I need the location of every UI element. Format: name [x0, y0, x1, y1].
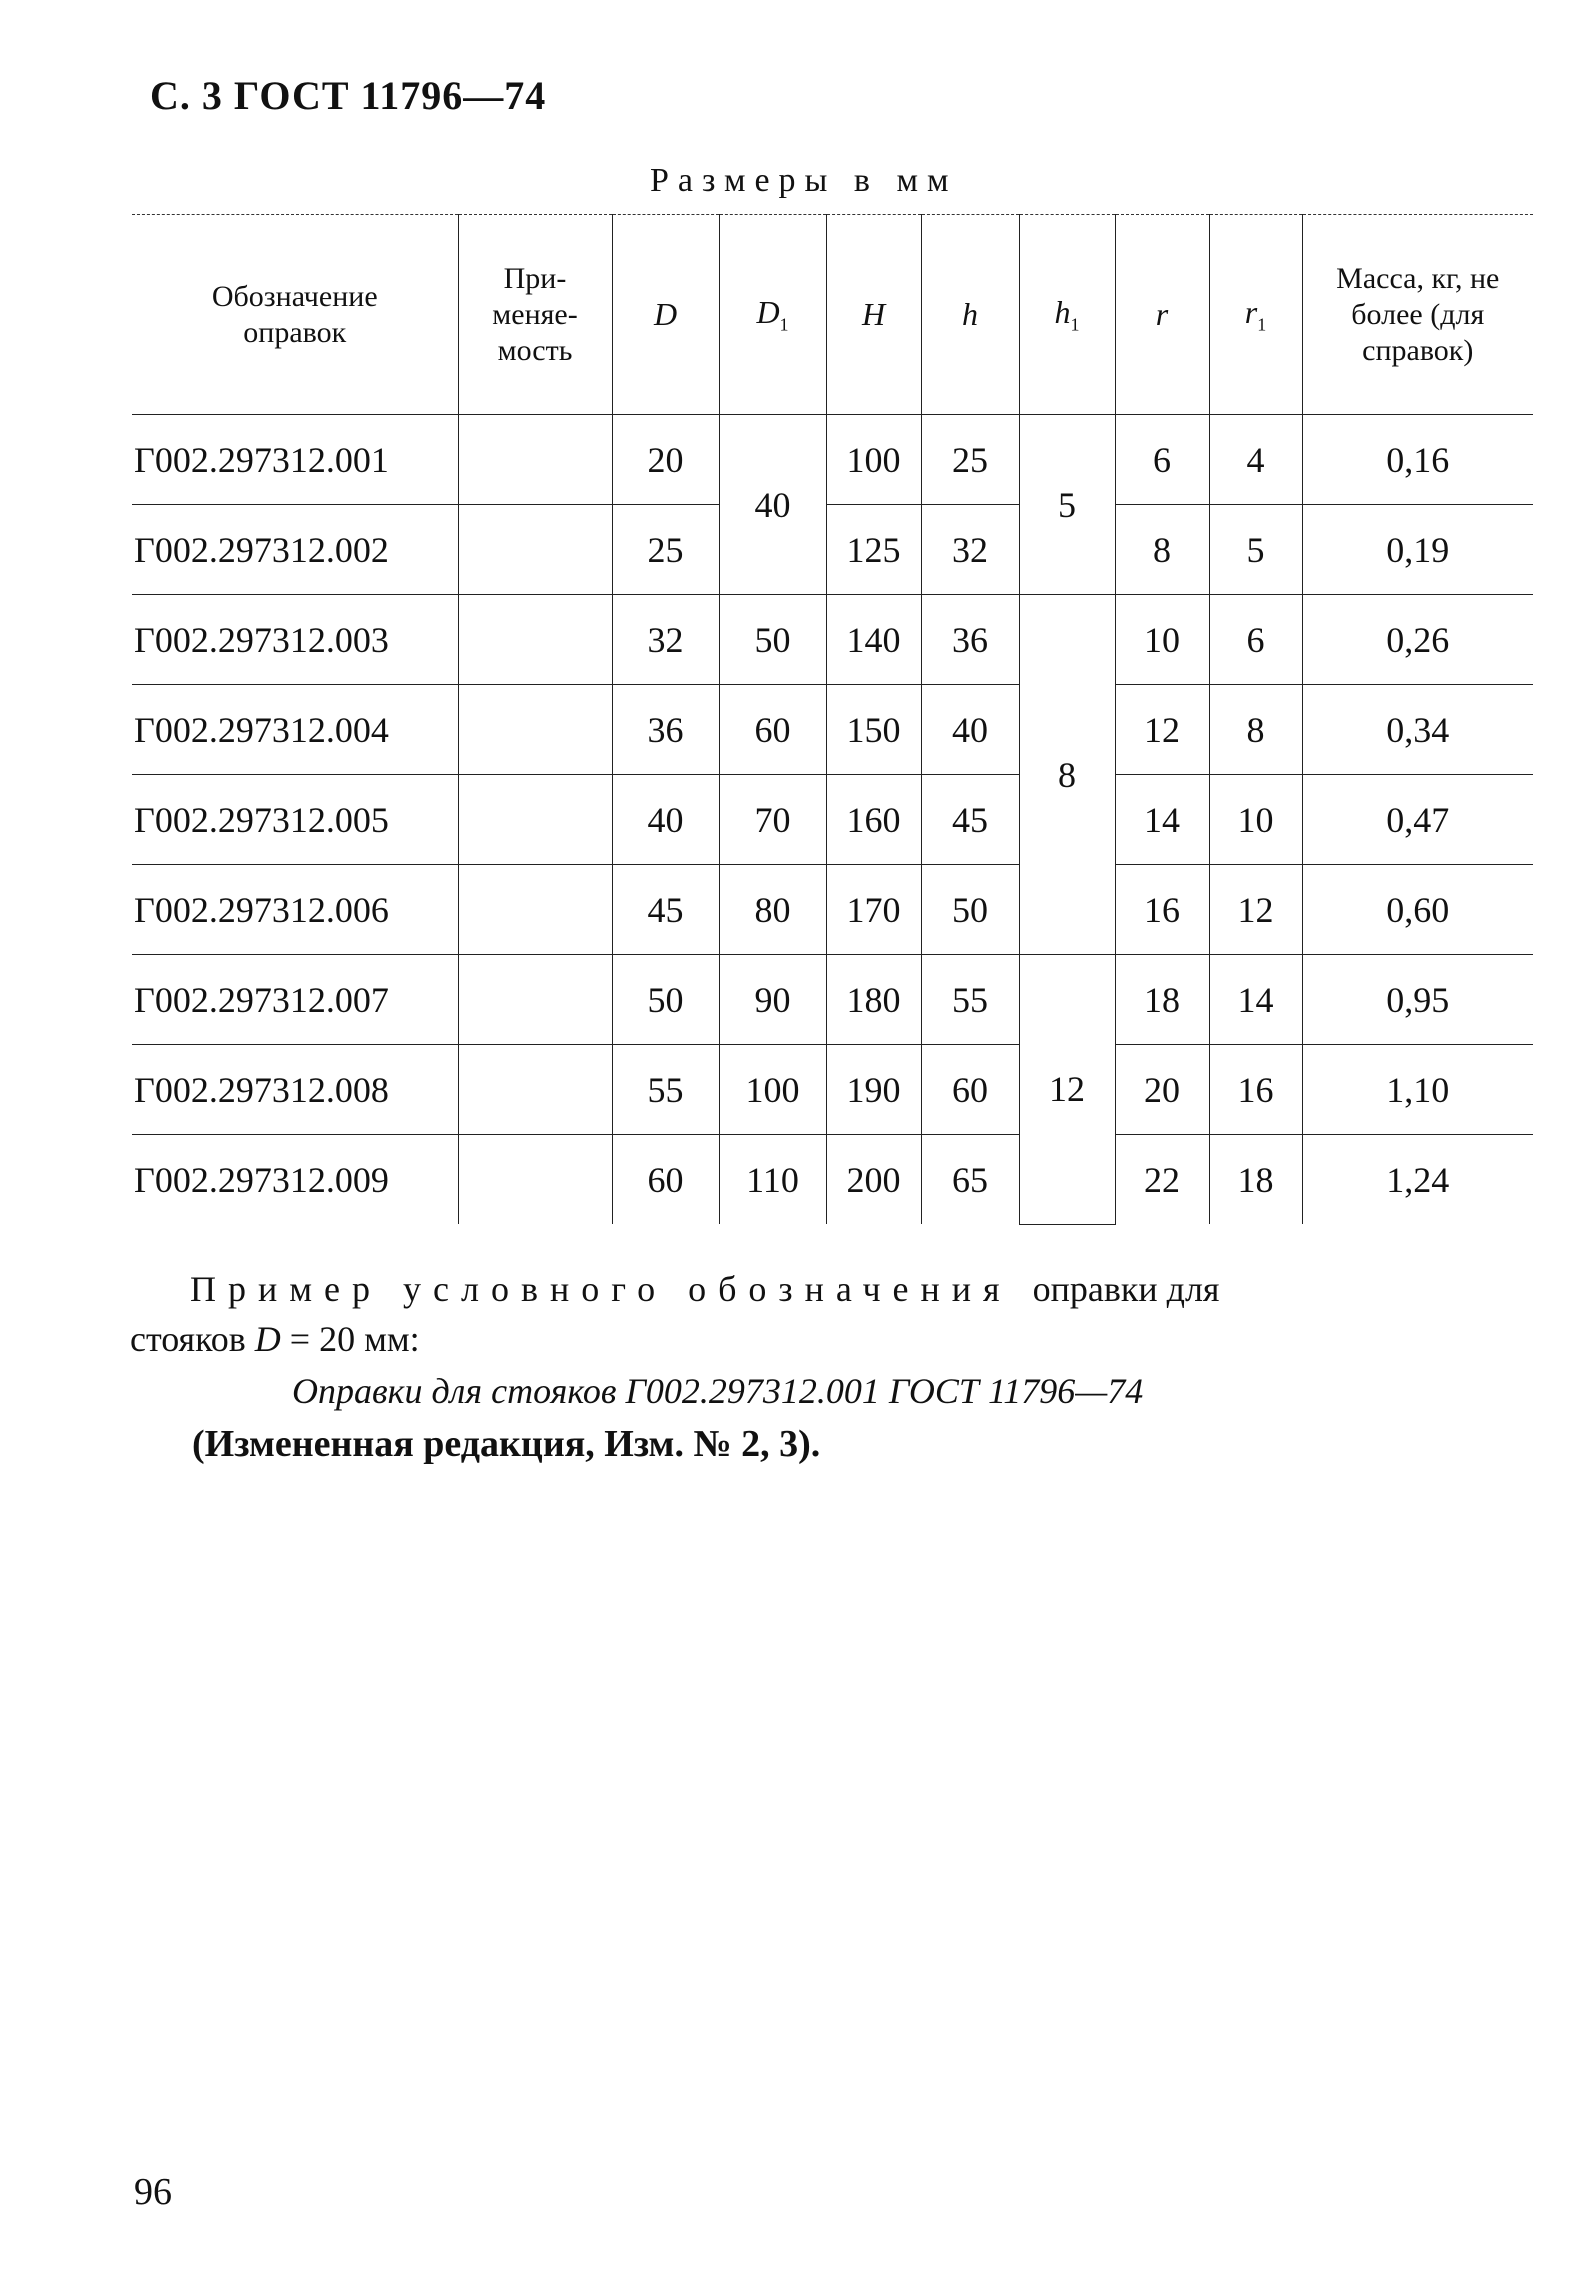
- cell-h1: 5: [1019, 415, 1115, 595]
- cell-H: 100: [826, 415, 921, 505]
- cell-designation: Г002.297312.005: [132, 775, 458, 865]
- cell-r: 14: [1115, 775, 1209, 865]
- table-row: [132, 595, 1533, 685]
- table-row: [132, 865, 1533, 955]
- cell-mass: 0,16: [1302, 415, 1533, 505]
- cell-D: 55: [612, 1045, 719, 1135]
- cell-mass: 0,47: [1302, 775, 1533, 865]
- example-line2: стояков D = 20 мм:: [130, 1319, 420, 1359]
- cell-H: 125: [826, 505, 921, 595]
- cell-H: 200: [826, 1135, 921, 1225]
- table-row: [132, 415, 1533, 505]
- cell-D1: 100: [719, 1045, 826, 1135]
- cell-D: 45: [612, 865, 719, 955]
- cell-applicability: [458, 955, 612, 1045]
- cell-h1: 8: [1019, 595, 1115, 955]
- cell-r: 20: [1115, 1045, 1209, 1135]
- cell-r: 10: [1115, 595, 1209, 685]
- cell-D1: 110: [719, 1135, 826, 1225]
- cell-h: 50: [921, 865, 1019, 955]
- cell-r1: 6: [1209, 595, 1302, 685]
- cell-D1: 70: [719, 775, 826, 865]
- col-D: D: [612, 215, 719, 415]
- table-row: [132, 505, 1533, 595]
- units-caption: Размеры в мм: [650, 162, 958, 199]
- table-row: [132, 1045, 1533, 1135]
- cell-D: 25: [612, 505, 719, 595]
- cell-D: 32: [612, 595, 719, 685]
- cell-r: 8: [1115, 505, 1209, 595]
- cell-h: 40: [921, 685, 1019, 775]
- cell-mass: 0,26: [1302, 595, 1533, 685]
- cell-h1: 12: [1019, 955, 1115, 1225]
- cell-applicability: [458, 415, 612, 505]
- page-number: 96: [134, 2171, 172, 2213]
- cell-H: 140: [826, 595, 921, 685]
- cell-applicability: [458, 865, 612, 955]
- cell-designation: Г002.297312.007: [132, 955, 458, 1045]
- cell-applicability: [458, 775, 612, 865]
- cell-r1: 8: [1209, 685, 1302, 775]
- col-applicability: При-меняе-мость: [458, 215, 612, 415]
- cell-mass: 0,60: [1302, 865, 1533, 955]
- cell-mass: 0,95: [1302, 955, 1533, 1045]
- col-h: h: [921, 215, 1019, 415]
- cell-H: 170: [826, 865, 921, 955]
- cell-designation: Г002.297312.004: [132, 685, 458, 775]
- table-row: [132, 1135, 1533, 1225]
- cell-r: 18: [1115, 955, 1209, 1045]
- cell-r: 22: [1115, 1135, 1209, 1225]
- table-row: [132, 775, 1533, 865]
- cell-h: 60: [921, 1045, 1019, 1135]
- col-h1: $h_1$: [1019, 215, 1115, 415]
- cell-h: 55: [921, 955, 1019, 1045]
- cell-applicability: [458, 1135, 612, 1225]
- cell-designation: Г002.297312.001: [132, 415, 458, 505]
- cell-mass: 1,24: [1302, 1135, 1533, 1225]
- cell-H: 180: [826, 955, 921, 1045]
- cell-h: 32: [921, 505, 1019, 595]
- cell-D: 50: [612, 955, 719, 1045]
- col-H: H: [826, 215, 921, 415]
- cell-applicability: [458, 1045, 612, 1135]
- cell-r1: 10: [1209, 775, 1302, 865]
- cell-designation: Г002.297312.002: [132, 505, 458, 595]
- cell-mass: 1,10: [1302, 1045, 1533, 1135]
- cell-h: 45: [921, 775, 1019, 865]
- cell-r1: 12: [1209, 865, 1302, 955]
- col-designation: Обозначение оправок: [132, 215, 458, 415]
- table-header-row: [132, 215, 1533, 415]
- cell-H: 150: [826, 685, 921, 775]
- mandrel-dimensions-table: [132, 214, 1533, 1225]
- amendment-note: (Измененная редакция, Изм. № 2, 3).: [192, 1423, 821, 1465]
- cell-designation: Г002.297312.003: [132, 595, 458, 685]
- cell-D1: 40: [719, 415, 826, 595]
- cell-r1: 16: [1209, 1045, 1302, 1135]
- table-row: [132, 955, 1533, 1045]
- example-designation: Оправки для стояков Г002.297312.001 ГОСТ 11796—74: [292, 1371, 1144, 1411]
- cell-designation: Г002.297312.006: [132, 865, 458, 955]
- cell-h: 25: [921, 415, 1019, 505]
- cell-applicability: [458, 595, 612, 685]
- cell-r: 6: [1115, 415, 1209, 505]
- cell-r1: 4: [1209, 415, 1302, 505]
- cell-D1: 60: [719, 685, 826, 775]
- cell-mass: 0,34: [1302, 685, 1533, 775]
- col-D1: $D_1$: [719, 215, 826, 415]
- col-r: r: [1115, 215, 1209, 415]
- cell-D: 20: [612, 415, 719, 505]
- table-row: [132, 685, 1533, 775]
- cell-D1: 50: [719, 595, 826, 685]
- col-mass: Масса, кг, не более (для справок): [1302, 215, 1533, 415]
- cell-D1: 90: [719, 955, 826, 1045]
- cell-r1: 18: [1209, 1135, 1302, 1225]
- cell-applicability: [458, 685, 612, 775]
- cell-designation: Г002.297312.008: [132, 1045, 458, 1135]
- page-header: С. 3 ГОСТ 11796—74: [150, 73, 547, 118]
- cell-D: 36: [612, 685, 719, 775]
- cell-H: 190: [826, 1045, 921, 1135]
- cell-h: 36: [921, 595, 1019, 685]
- cell-r: 16: [1115, 865, 1209, 955]
- cell-D: 40: [612, 775, 719, 865]
- cell-applicability: [458, 505, 612, 595]
- cell-mass: 0,19: [1302, 505, 1533, 595]
- cell-r: 12: [1115, 685, 1209, 775]
- cell-H: 160: [826, 775, 921, 865]
- example-heading: Пример условного обозначения оправки для: [190, 1269, 1220, 1309]
- cell-designation: Г002.297312.009: [132, 1135, 458, 1225]
- cell-D1: 80: [719, 865, 826, 955]
- cell-r1: 14: [1209, 955, 1302, 1045]
- cell-D: 60: [612, 1135, 719, 1225]
- cell-r1: 5: [1209, 505, 1302, 595]
- col-r1: $r_1$: [1209, 215, 1302, 415]
- cell-h: 65: [921, 1135, 1019, 1225]
